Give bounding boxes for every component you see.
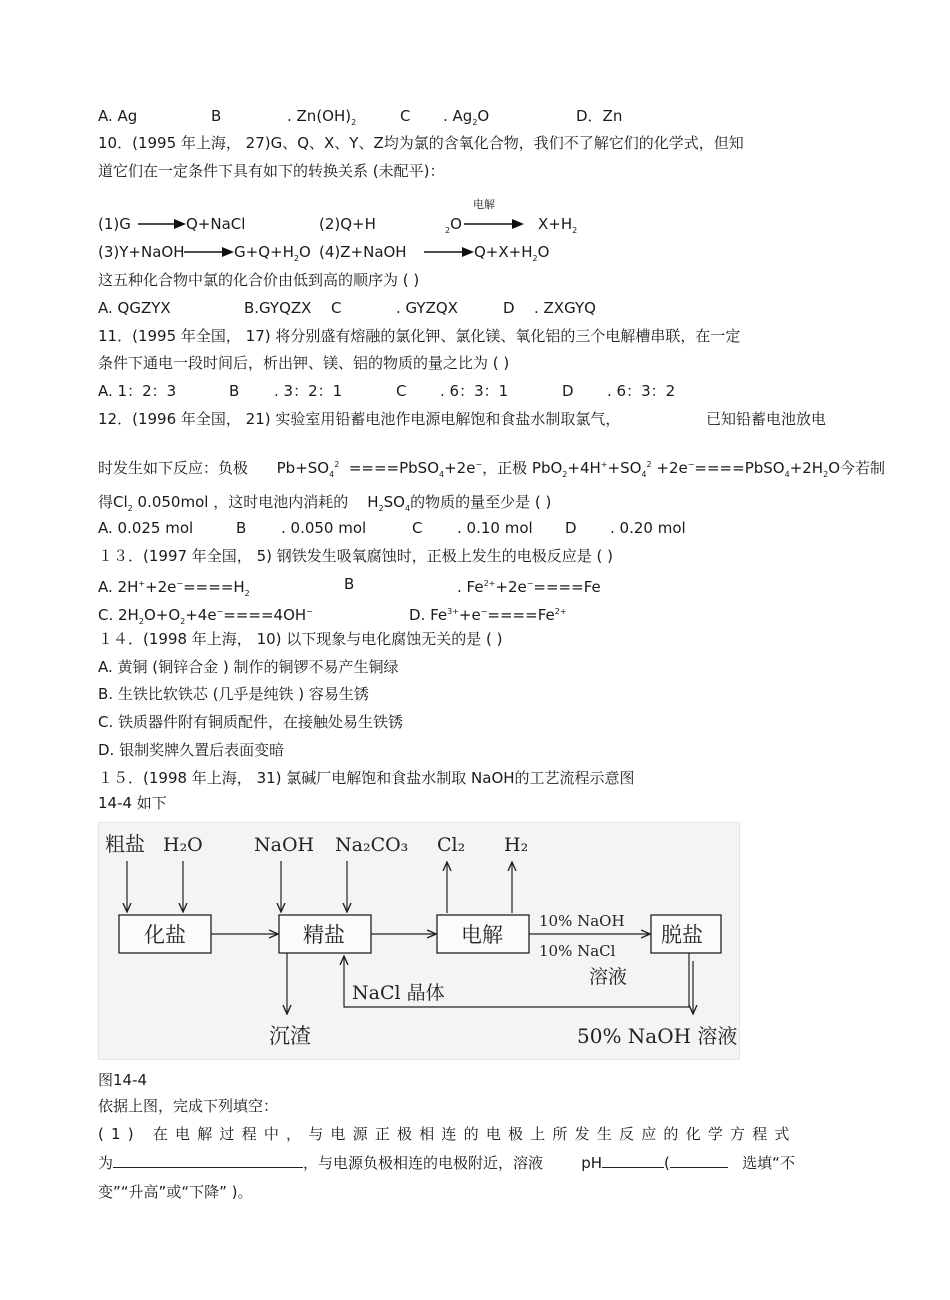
q12-option-c: C — [412, 519, 423, 537]
q13-option-d: D. $Fe^{3+}+e^-====Fe^{2+}$ — [409, 606, 567, 624]
reaction-arrow-2 — [464, 218, 524, 230]
label-10-naoh: 10% NaOH — [539, 912, 625, 930]
q14-option-b: B. 生铁比软铁芯 (几乎是纯铁 ) 容易生锈 — [98, 685, 369, 703]
q11-stem-line2: 条件下通电一段时间后，析出钾、镁、铝的物质的量之比为 ( ) — [98, 354, 510, 372]
output-cl2: Cl₂ — [437, 834, 466, 856]
q9-option-b-text: . $Zn(OH)_2$ — [287, 107, 357, 127]
q10-question: 这五种化合物中氯的化合价由低到高的顺序为 ( ) — [98, 271, 420, 289]
box-desalt-label: 脱盐 — [661, 923, 703, 947]
part1-line3: 变”“升高”或“下降” )。 — [98, 1183, 253, 1201]
q11-option-d-text: . 6：3：2 — [607, 382, 676, 400]
q12-option-b-text: . 0.050 mol — [281, 519, 367, 537]
q10-option-b: B.GYQZX — [244, 299, 312, 317]
q11-option-c-text: . 6：3：1 — [440, 382, 509, 400]
process-flow-figure — [98, 822, 740, 1060]
output-h2: H₂ — [504, 834, 529, 856]
q15-stem-line2: 14-4 如下 — [98, 794, 167, 812]
input-water: H₂O — [163, 834, 203, 856]
q9-option-d: D．Zn — [576, 107, 623, 125]
q10-electrolysis-label: 电解 — [473, 198, 495, 211]
q12-stem-line1-end: 已知铅蓄电池放电 — [706, 410, 827, 428]
q13-stem: １３．(1997 年全国， 5) 钢铁发生吸氧腐蚀时，正极上发生的电极反应是 ( ) — [98, 547, 613, 565]
q15-stem-line1: １５．(1998 年上海， 31) 氯碱厂电解饱和食盐水制取 NaOH的工艺流程示意图 — [98, 769, 635, 787]
input-na2co3: Na₂CO₃ — [335, 834, 409, 856]
q12-stem-line2: 时发生如下反应：负极 $Pb+SO_4^2$ ====PbSO$_4$+2e−，正极 $PbO_2+4H^++SO_4^2$ $+2e^-====PbSO_4+2H_2O$今若制 — [98, 459, 885, 479]
q10-option-d-text: . ZXGYQ — [534, 299, 596, 317]
q10-stem-line1: 10．(1995 年上海， 27)G、Q、X、Y、Z均为氯的含氧化合物，我们不了解它们的化学式，但知 — [98, 134, 744, 152]
q9-option-b: B — [211, 107, 222, 125]
q10-option-a: A. QGZYX — [98, 299, 171, 317]
q11-option-c: C — [396, 382, 407, 400]
q9-option-c: C — [400, 107, 411, 125]
figure-caption: 图14-4 — [98, 1071, 148, 1089]
q10-reaction-2-left: (2)Q+H — [319, 215, 376, 233]
reaction-arrow-4 — [424, 246, 474, 258]
q10-reaction-3-left: (3)Y+NaOH — [98, 243, 185, 261]
q10-reaction-4-left: (4)Z+NaOH — [319, 243, 407, 261]
box-electrolysis-label: 电解 — [461, 923, 503, 947]
q10-option-c-text: . GYZQX — [396, 299, 458, 317]
q14-option-d: D. 银制奖牌久置后表面变暗 — [98, 741, 285, 759]
part1-line1: (1) 在电解过程中，与电源正极相连的电极上所发生反应的化学方程式 — [98, 1125, 797, 1143]
q14-option-a: A. 黄铜 (铜锌合金 ) 制作的铜锣不易产生铜绿 — [98, 658, 399, 676]
label-10-nacl: 10% NaCl — [539, 942, 616, 960]
q12-stem-line1: 12．(1996 年全国， 21) 实验室用铅蓄电池作电源电解饱和食盐水制取氯气， — [98, 410, 621, 428]
q10-reaction-1-right: Q+NaCl — [186, 215, 246, 233]
answer-blank-ph[interactable] — [602, 1153, 664, 1168]
label-nacl-crystal: NaCl 晶体 — [352, 982, 445, 1004]
q13-option-b-text: . $Fe^{2+}+2e^-====Fe$ — [457, 578, 601, 596]
q13-option-b: B — [344, 575, 355, 593]
q12-option-c-text: . 0.10 mol — [457, 519, 533, 537]
output-50-naoh: 50% NaOH 溶液 — [577, 1024, 738, 1048]
q11-option-b: B — [229, 382, 240, 400]
q13-option-c: C. $2H_2O+O_2+4e^-====4OH^-$ — [98, 606, 313, 626]
fill-in-intro: 依据上图，完成下列填空： — [98, 1097, 279, 1115]
box-refine-label: 精盐 — [303, 923, 345, 947]
answer-blank-choice[interactable] — [670, 1153, 728, 1168]
q10-reaction-3-right: $G+Q+H_2O$ — [234, 243, 311, 263]
reaction-arrow-1 — [138, 218, 186, 230]
q12-option-a: A. 0.025 mol — [98, 519, 194, 537]
q10-option-d: D — [503, 299, 515, 317]
q12-option-b: B — [236, 519, 247, 537]
box-dissolve-label: 化盐 — [144, 923, 186, 947]
q14-stem: １４．(1998 年上海， 10) 以下现象与电化腐蚀无关的是 ( ) — [98, 630, 503, 648]
q9-option-a: A. Ag — [98, 107, 138, 125]
q13-option-a: A. $2H^++2e^-====H_2$ — [98, 578, 250, 598]
q12-option-d: D — [565, 519, 577, 537]
output-sludge: 沉渣 — [269, 1024, 311, 1048]
input-naoh: NaOH — [254, 834, 315, 856]
part1-line2: 为 ，与电源负极相连的电极附近，溶液 pH ( 选填“不 — [98, 1154, 795, 1172]
q11-stem-line1: 11．(1995 年全国， 17) 将分别盛有熔融的氯化钾、氯化镁、氧化铝的三个电解槽串联，在一定 — [98, 327, 741, 345]
q10-reaction-4-right: $Q+X+H_2O$ — [474, 243, 550, 263]
q12-option-d-text: . 0.20 mol — [610, 519, 686, 537]
q10-option-c: C — [331, 299, 342, 317]
reaction-arrow-3 — [184, 246, 234, 258]
q10-reaction-1-left: (1)G — [98, 215, 131, 233]
q11-option-a: A. 1：2：3 — [98, 382, 177, 400]
q11-option-b-text: . 3：2：1 — [274, 382, 343, 400]
q11-option-d: D — [562, 382, 574, 400]
input-crude-salt: 粗盐 — [105, 832, 145, 856]
q12-stem-line3: 得$Cl_2$ 0.050mol ，这时电池内消耗的 $H_2SO_4$的物质的量至少是 ( ) — [98, 493, 552, 513]
q9-option-c-text: . $Ag_2O$ — [443, 107, 490, 127]
label-solution: 溶液 — [589, 966, 628, 988]
q10-reaction-2-water: $_2$O — [445, 215, 462, 235]
q10-stem-line2: 道它们在一定条件下具有如下的转换关系 (未配平)： — [98, 162, 445, 180]
q14-option-c: C. 铁质器件附有铜质配件，在接触处易生铁锈 — [98, 713, 404, 731]
q10-reaction-2-right: $X+H_2$ — [538, 215, 578, 235]
answer-blank-equation[interactable] — [113, 1153, 303, 1168]
